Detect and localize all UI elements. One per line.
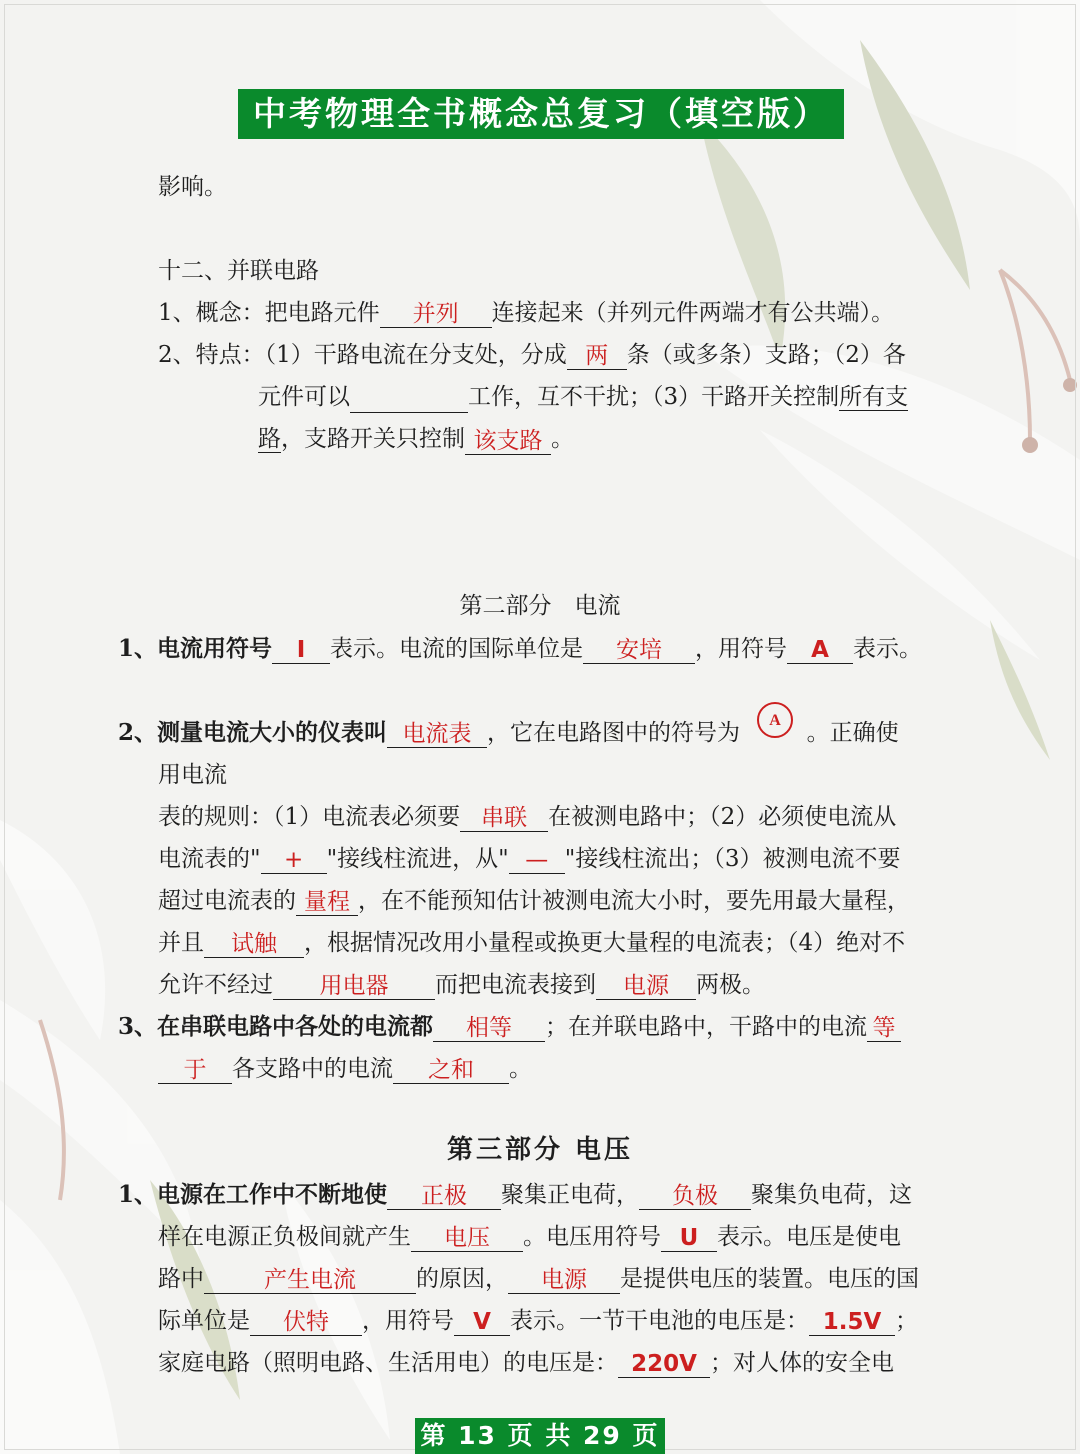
- page-number-footer: 第 13 页 共 29 页: [415, 1418, 665, 1454]
- answer-blank: 电源: [623, 973, 669, 999]
- part3-q1-line3: 路中 产生电流 的原因， 电源 是提供电压的装置。电压的国: [158, 1266, 919, 1293]
- answer-blank: 伏特: [283, 1309, 329, 1335]
- part2-q2-line2: 用电流: [158, 762, 227, 788]
- section12-item2-line3: 路，支路开关只控制 该支路 。: [258, 426, 574, 454]
- part3-q1-line2: 样在电源正负极间就产生 电压 。电压用符号 U 表示。电压是使电: [158, 1224, 901, 1251]
- answer-blank: 量程: [304, 889, 350, 915]
- answer-blank: I: [296, 637, 306, 663]
- answer-blank: —: [525, 847, 549, 873]
- answer-blank: 试触: [231, 931, 277, 957]
- answer-blank: 正极: [421, 1183, 468, 1209]
- part2-heading: 第二部分 电流: [459, 593, 621, 619]
- answer-blank: A: [811, 637, 829, 663]
- answer-blank: 安培: [616, 637, 663, 663]
- part3-heading: 第三部分 电压: [446, 1135, 634, 1165]
- ammeter-symbol-icon: [747, 700, 799, 740]
- answer-blank: 用电器: [319, 973, 389, 999]
- answer-blank: 该支路: [473, 428, 543, 454]
- part3-q1-line5: 家庭电路（照明电路、生活用电）的电压是： 220V ；对人体的安全电: [158, 1350, 894, 1377]
- part2-q1: 1、电流用符号 I 表示。电流的国际单位是 安培 ，用符号 A 表示。: [118, 635, 923, 663]
- section12-item1: 1、概念：把电路元件 并列 连接起来（并列元件两端才有公共端）。: [158, 300, 895, 327]
- answer-blank: 电流表: [402, 721, 472, 747]
- page-title: 中考物理全书概念总复习（填空版）: [238, 89, 844, 139]
- part3-q1-line1: 1、电源在工作中不断地使 正极 聚集正电荷， 负极 聚集负电荷，这: [118, 1181, 913, 1209]
- part2-q2-line4: 电流表的" + "接线柱流进，从" — "接线柱流出；（3）被测电流不要: [158, 846, 901, 873]
- section12-item2-line2: 元件可以 工作，互不干扰；（3）干路开关控制所有支: [258, 382, 908, 413]
- section12-heading: 十二、并联电路: [158, 258, 319, 284]
- answer-blank: 220V: [631, 1351, 697, 1377]
- answer-blank: 串联: [481, 805, 528, 831]
- part3-q1-line4: 际单位是 伏特 ，用符号 V 表示。一节干电池的电压是： 1.5V ；: [158, 1308, 918, 1335]
- answer-blank: 并列: [412, 301, 459, 327]
- answer-blank: +: [283, 847, 304, 873]
- answer-blank: 相等: [466, 1015, 513, 1041]
- answer-blank: 电源: [541, 1267, 587, 1293]
- answer-blank: 1.5V: [822, 1309, 882, 1335]
- part2-q3-line2: 于 各支路中的电流 之和 。: [158, 1054, 532, 1084]
- section12-item2-line1: 2、特点：（1）干路电流在分支处，分成 两 条（或多条）支路；（2）各: [158, 342, 906, 369]
- answer-blank: 产生电流: [264, 1267, 356, 1293]
- svg-text:A: A: [769, 712, 782, 729]
- answer-blank: 负极: [672, 1183, 719, 1209]
- part2-q2-line1: 2、测量电流大小的仪表叫 电流表 ，它在电路图中的符号为 A 。正确使: [118, 718, 899, 748]
- part2-q2-line5: 超过电流表的 量程 ，在不能预知估计被测电流大小时，要先用最大量程，: [158, 888, 910, 915]
- intro-tail: 影响。: [158, 174, 227, 200]
- part2-q3-line1: 3、在串联电路中各处的电流都 相等 ；在并联电路中，干路中的电流 等: [118, 1012, 901, 1042]
- answer-blank: V: [473, 1309, 491, 1335]
- answer-blank: 之和: [428, 1057, 474, 1083]
- part2-q2-line6: 并且 试触 ，根据情况改用小量程或换更大量程的电流表；（4）绝对不: [158, 930, 906, 957]
- answer-blank: 两: [585, 343, 609, 369]
- answer-blank: 电压: [444, 1225, 490, 1251]
- part2-q2-line7: 允许不经过 用电器 而把电流表接到 电源 两极。: [158, 972, 765, 999]
- answer-blank: U: [679, 1225, 699, 1251]
- part2-q2-line3: 表的规则：（1）电流表必须要 串联 在被测电路中；（2）必须使电流从: [158, 804, 897, 831]
- answer-blank: 等: [872, 1015, 896, 1041]
- answer-blank: 于: [183, 1057, 207, 1083]
